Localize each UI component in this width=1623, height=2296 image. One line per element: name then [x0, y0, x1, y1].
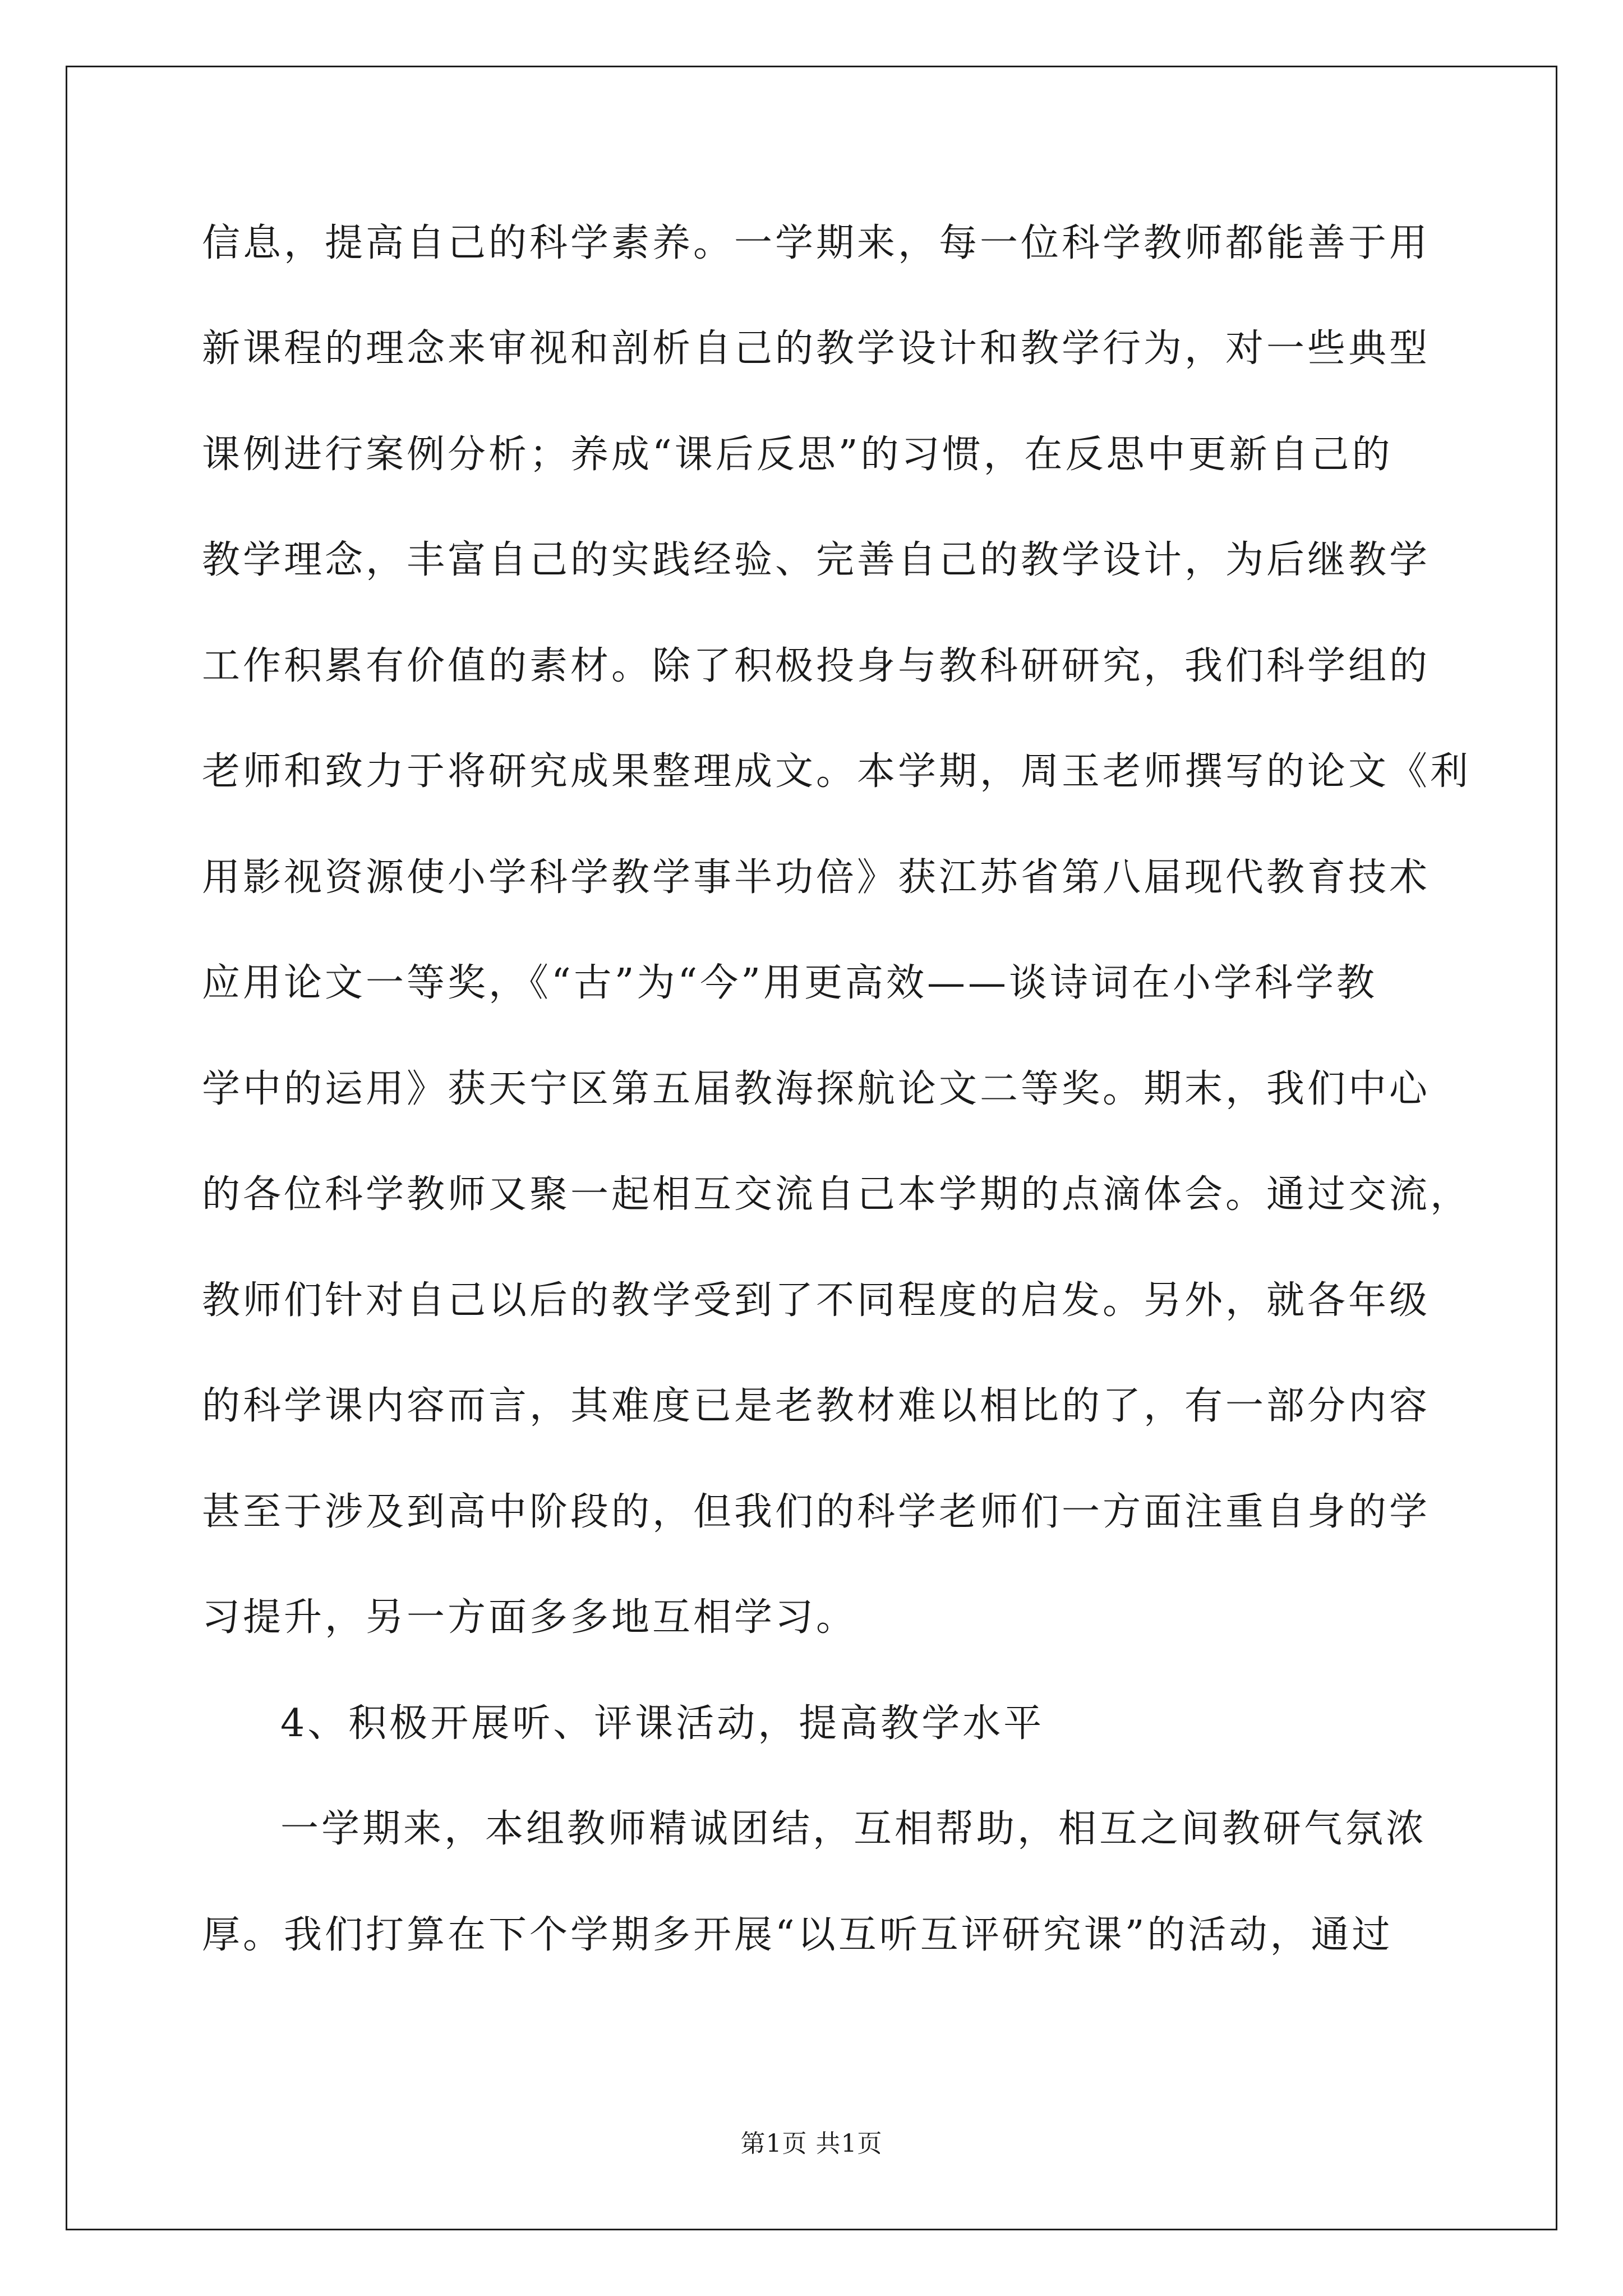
- page-number-footer: 第1页 共1页: [740, 2129, 883, 2158]
- body-line: 用影视资源使小学科学教学事半功倍》获江苏省第八届现代教育技术: [202, 855, 1431, 900]
- body-line: 的各位科学教师又聚一起相互交流自己本学期的点滴体会。通过交流，: [202, 1172, 1472, 1217]
- body-line: 教师们针对自己以后的教学受到了不同程度的启发。另外，就各年级: [202, 1278, 1431, 1323]
- body-line: 新课程的理念来审视和剖析自己的教学设计和教学行为，对一些典型: [202, 326, 1431, 371]
- body-line: 老师和致力于将研究成果整理成文。本学期，周玉老师撰写的论文《利: [202, 749, 1472, 794]
- body-line: 的科学课内容而言，其难度已是老教材难以相比的了，有一部分内容: [202, 1384, 1431, 1428]
- page-border: [66, 66, 1557, 2230]
- body-line: 工作积累有价值的素材。除了积极投身与教科研研究，我们科学组的: [202, 644, 1431, 688]
- body-line: 应用论文一等奖，《“古”为“今”用更高效——谈诗词在小学科学教: [202, 961, 1378, 1005]
- section-heading: 4、积极开展听、评课活动，提高教学水平: [280, 1701, 1045, 1746]
- body-line: 一学期来，本组教师精诚团结，互相帮助，相互之间教研气氛浓: [280, 1807, 1427, 1851]
- body-line: 课例进行案例分析；养成“课后反思”的习惯，在反思中更新自己的: [202, 432, 1393, 477]
- body-line: 甚至于涉及到高中阶段的，但我们的科学老师们一方面注重自身的学: [202, 1490, 1431, 1534]
- body-line: 学中的运用》获天宁区第五届教海探航论文二等奖。期末，我们中心: [202, 1067, 1431, 1111]
- body-line: 习提升，另一方面多多地互相学习。: [202, 1595, 857, 1640]
- body-line: 厚。我们打算在下个学期多开展“以互听互评研究课”的活动，通过: [202, 1913, 1393, 1957]
- body-line: 信息，提高自己的科学素养。一学期来，每一位科学教师都能善于用: [202, 221, 1431, 265]
- body-line: 教学理念，丰富自己的实践经验、完善自己的教学设计，为后继教学: [202, 538, 1431, 582]
